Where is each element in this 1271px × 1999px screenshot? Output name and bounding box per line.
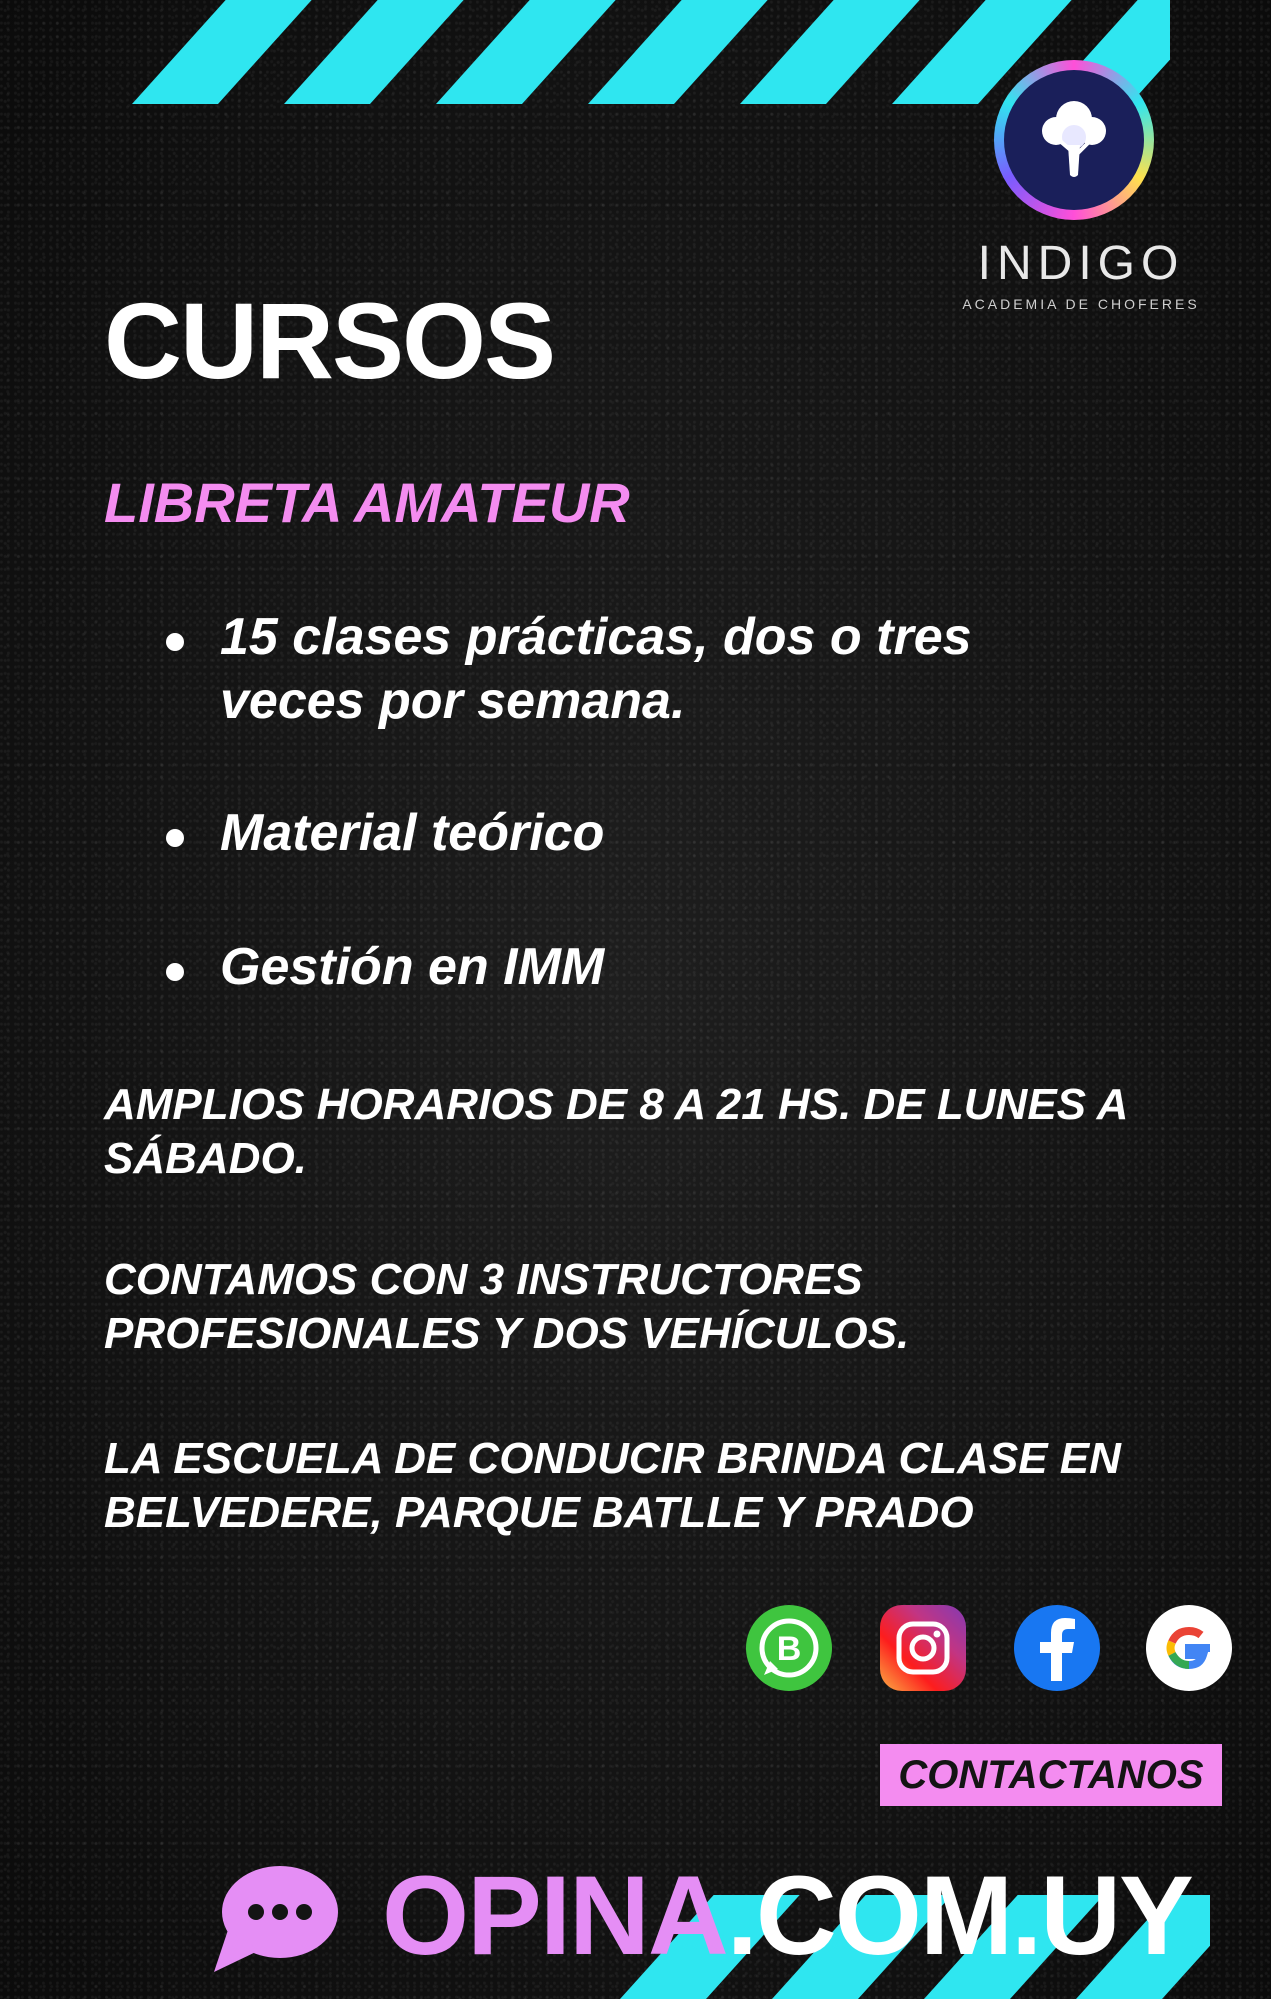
locations-text: LA ESCUELA DE CONDUCIR BRINDA CLASE EN BELVEDERE, PARQUE BATLLE Y PRADO (104, 1434, 1121, 1537)
brand-domain: .COM.UY (726, 1853, 1192, 1978)
chat-bubble-icon (210, 1860, 340, 1980)
google-icon[interactable] (1146, 1605, 1232, 1691)
page-title: CURSOS (104, 280, 555, 401)
list-item: Material teórico (160, 801, 1060, 865)
svg-text:B: B (776, 1630, 802, 1668)
instructors-text: CONTAMOS CON 3 INSTRUCTORES PROFESIONALES Y DOS VEHÍCULOS. (104, 1255, 910, 1358)
whatsapp-business-icon[interactable] (746, 1605, 832, 1691)
logo-subtitle: ACADEMIA DE CHOFERES (962, 296, 1200, 312)
course-subtitle: LIBRETA AMATEUR (104, 471, 630, 534)
list-item: Gestión en IMM (160, 935, 1060, 999)
course-features-list (160, 605, 1060, 999)
instagram-icon[interactable] (880, 1605, 966, 1691)
contact-button[interactable]: CONTACTANOS (880, 1744, 1222, 1806)
facebook-icon[interactable] (1014, 1605, 1100, 1691)
footer-brand-text (382, 1853, 1192, 1978)
logo-name: INDIGO (977, 237, 1185, 290)
schedule-text: AMPLIOS HORARIOS DE 8 A 21 HS. DE LUNES A SÁBADO. (104, 1080, 1127, 1183)
logo-badge (994, 60, 1154, 220)
tree-icon (1034, 95, 1114, 185)
indigo-logo (958, 60, 1204, 320)
footer-brand[interactable] (210, 1853, 1240, 1980)
list-item: 15 clases prácticas, dos o tres veces por semana. (160, 605, 1060, 733)
brand-opina: OPINA (382, 1853, 727, 1978)
